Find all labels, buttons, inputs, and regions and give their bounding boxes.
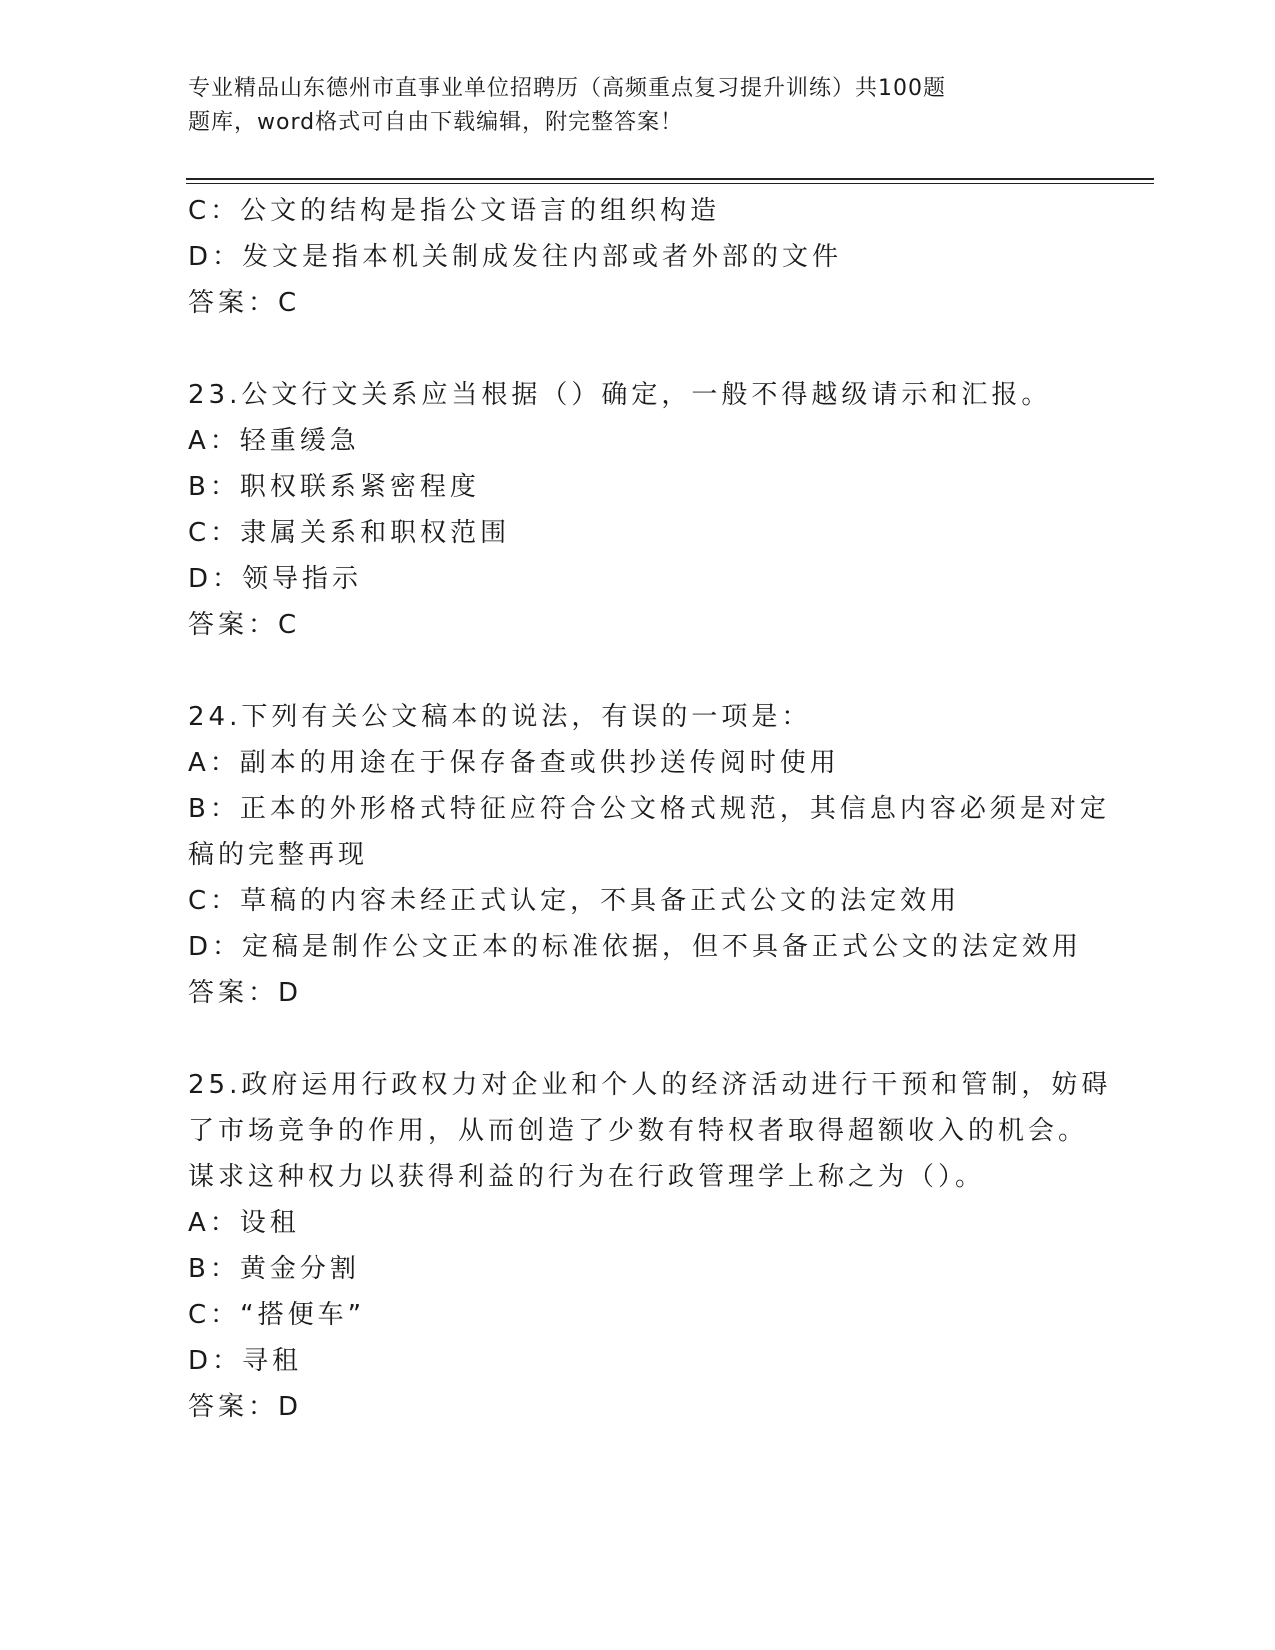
question-24 [188,694,1110,1016]
header-divider-thick [186,178,1154,180]
q24-stem: 24.下列有关公文稿本的说法，有误的一项是： [188,702,812,732]
q22-answer: 答案：C [188,288,301,318]
q23-option-a: A：轻重缓急 [188,426,360,456]
q25-stem-line-2: 了市场竞争的作用，从而创造了少数有特权者取得超额收入的机会。 [188,1116,1089,1146]
spacer [188,326,1088,372]
q25-option-c: C：“搭便车” [188,1300,366,1330]
question-list [188,188,1112,1430]
q24-option-a: A：副本的用途在于保存备查或供抄送传阅时使用 [188,748,840,778]
q23-option-d: D：领导指示 [188,564,363,594]
document-header [188,72,1068,140]
header-title-line-1: 专业精品山东德州市直事业单位招聘历（高频重点复习提升训练）共100题 [188,76,946,101]
q25-option-d: D：寻租 [188,1346,303,1376]
q25-option-b: B：黄金分割 [188,1254,360,1284]
q24-option-d: D：定稿是制作公文正本的标准依据，但不具备正式公文的法定效用 [188,932,1083,962]
q25-stem-line-1: 25.政府运用行政权力对企业和个人的经济活动进行干预和管制，妨碍 [188,1070,1112,1100]
q23-stem: 23.公文行文关系应当根据（）确定，一般不得越级请示和汇报。 [188,380,1052,410]
question-25 [188,1062,1112,1430]
question-22 [188,188,1088,326]
q24-option-c: C：草稿的内容未经正式认定，不具备正式公文的法定效用 [188,886,961,916]
spacer [188,1016,1088,1062]
header-divider-thin [186,183,1154,184]
q25-stem-line-3: 谋求这种权力以获得利益的行为在行政管理学上称之为（）。 [188,1162,986,1192]
spacer [188,648,1088,694]
q23-option-b: B：职权联系紧密程度 [188,472,480,502]
q23-answer: 答案：C [188,610,301,640]
q22-option-c: C：公文的结构是指公文语言的组织构造 [188,196,721,226]
header-title-line-2: 题库，word格式可自由下载编辑，附完整答案！ [188,110,684,135]
q25-answer: 答案：D [188,1392,303,1422]
question-23 [188,372,1088,648]
q24-option-b-line-2: 稿的完整再现 [188,840,369,870]
q23-option-c: C：隶属关系和职权范围 [188,518,511,548]
q25-option-a: A：设租 [188,1208,300,1238]
q24-option-b-line-1: B：正本的外形格式特征应符合公文格式规范，其信息内容必须是对定 [188,794,1110,824]
q22-option-d: D：发文是指本机关制成发往内部或者外部的文件 [188,242,843,272]
q24-answer: 答案：D [188,978,303,1008]
